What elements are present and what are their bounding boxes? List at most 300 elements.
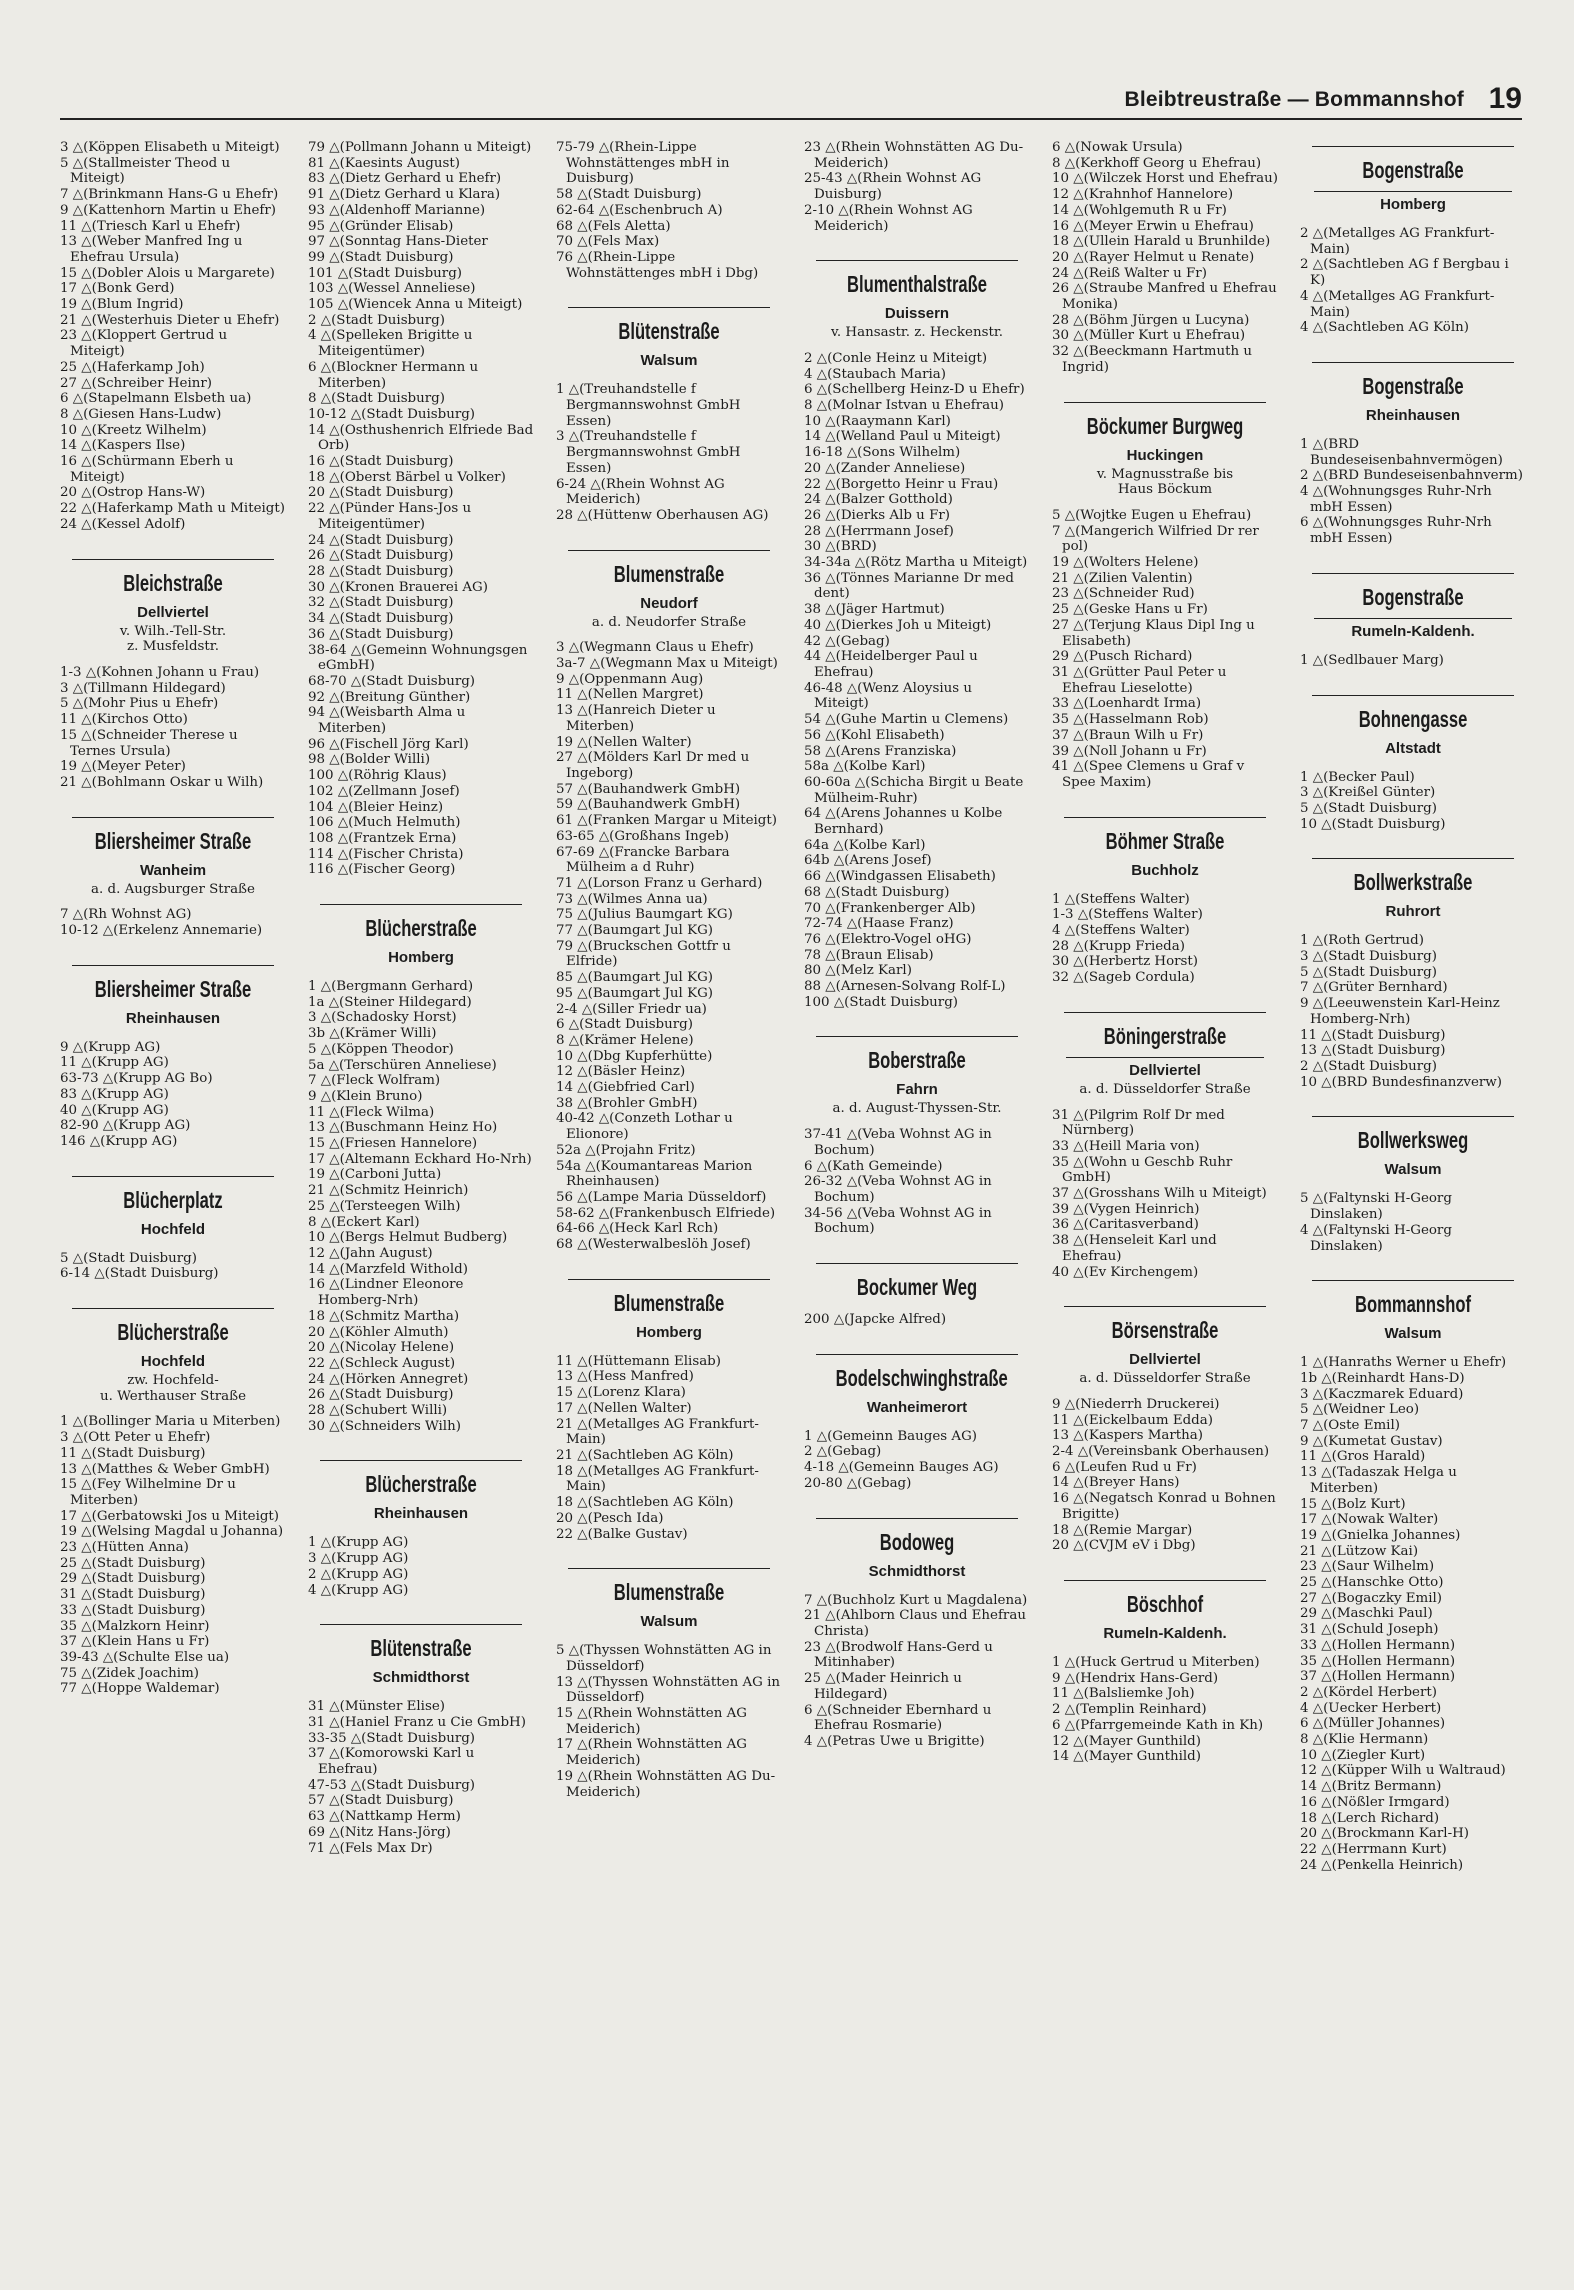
section-rule	[1064, 817, 1266, 818]
address-entry: 58 △(Arens Franziska)	[804, 743, 957, 759]
section-rule	[1312, 573, 1514, 574]
address-entry: 31 △(Pilgrim Rolf Dr med Nürnberg)	[1052, 1107, 1225, 1139]
section-rule	[72, 1176, 274, 1177]
address-entry: 6 △(Kath Gemeinde)	[804, 1158, 943, 1174]
address-entry: 83 △(Krupp AG)	[60, 1086, 169, 1102]
address-entry: 3 △(Treuhandstelle f Bergmannswohnst GmbH Essen)	[556, 429, 741, 476]
address-entry: 9 △(Niederrh Druckerei)	[1052, 1396, 1220, 1412]
section-rule	[72, 965, 274, 966]
address-entry: 32 △(Stadt Duisburg)	[308, 595, 454, 611]
address-entry: 10 △(Bergs Helmut Budberg)	[308, 1230, 508, 1246]
address-entry: 6 △(Wohnungsges Ruhr-Nrh mbH Essen)	[1300, 515, 1492, 547]
address-entry: 10 △(Wilczek Horst und Ehefrau)	[1052, 171, 1278, 187]
district-name: Dellviertel	[1066, 1057, 1264, 1082]
address-entry: 30 △(Kronen Brauerei AG)	[308, 579, 488, 595]
address-entry: 72-74 △(Haase Franz)	[804, 916, 954, 932]
address-entry: 3 △(Tillmann Hildegard)	[60, 680, 226, 696]
address-entry: 57 △(Stadt Duisburg)	[308, 1793, 454, 1809]
address-entry: 5 △(Mohr Pius u Ehefr)	[60, 696, 219, 712]
address-entry: 68 △(Stadt Duisburg)	[804, 884, 950, 900]
street-section	[1052, 1012, 1278, 1280]
address-entry: 6 △(Schneider Ebernhard u Ehefrau Rosmarie)	[804, 1702, 992, 1734]
address-entry: 3 △(Kaczmarek Eduard)	[1300, 1386, 1464, 1402]
address-entry: 33-35 △(Stadt Duisburg)	[308, 1730, 476, 1746]
address-entry: 78 △(Braun Elisab)	[804, 947, 934, 963]
address-entry: 2-4 △(Vereinsbank Oberhausen)	[1052, 1444, 1270, 1460]
address-entry: 16 △(Schürmann Eberh u Miteigt)	[60, 454, 234, 485]
address-entry: 38 △(Henseleit Karl und Ehefrau)	[1052, 1233, 1217, 1264]
address-entry: 18 △(Oberst Bärbel u Volker)	[308, 469, 506, 485]
address-entry: 6-24 △(Rhein Wohnst AG Meiderich)	[556, 476, 725, 508]
address-entry: 1 △(Sedlbauer Marg)	[1300, 652, 1444, 668]
address-entry: 2 △(Krupp AG)	[308, 1566, 409, 1582]
address-entry: 75 △(Julius Baumgart KG)	[556, 907, 733, 923]
district-name: Hochfeld	[140, 1220, 206, 1238]
address-entry: 20 △(Brockmann Karl-H)	[1300, 1826, 1470, 1842]
page-header	[60, 70, 1522, 120]
address-entry: 30 △(BRD)	[804, 539, 877, 555]
address-entry: 34 △(Stadt Duisburg)	[308, 611, 454, 627]
address-entry: 24 △(Reiß Walter u Fr)	[1052, 265, 1207, 281]
address-entry: 17 △(Bonk Gerd)	[60, 281, 175, 297]
address-entry: 3 △(Wegmann Claus u Ehefr)	[556, 640, 754, 656]
address-entry: 6-14 △(Stadt Duisburg)	[60, 1266, 219, 1282]
address-entry: 40 △(Krupp AG)	[60, 1102, 169, 1118]
address-entry: 1 △(Huck Gertrud u Miterben)	[1052, 1655, 1260, 1670]
section-rule	[1312, 1116, 1514, 1117]
address-entry: 10-12 △(Stadt Duisburg)	[308, 406, 476, 422]
street-name: Boberstraße	[868, 1047, 966, 1074]
address-entry: 93 △(Aldenhoff Marianne)	[308, 202, 486, 218]
address-entry: 1 △(Bergmann Gerhard)	[308, 979, 474, 995]
address-entry: 18 △(Sachtleben AG Köln)	[556, 1495, 734, 1511]
street-name: Bodelschwinghstraße	[835, 1364, 1008, 1391]
address-entry: 41 △(Spee Clemens u Graf v Spee Maxim)	[1052, 759, 1245, 790]
street-location-note	[60, 882, 286, 898]
address-entry: 8 △(Giesen Hans-Ludw)	[60, 406, 222, 422]
address-entry: 16-18 △(Sons Wilhelm)	[804, 445, 961, 461]
address-entry: 11 △(Kirchos Otto)	[60, 712, 188, 728]
address-entry: 20 △(CVJM eV i Dbg)	[1052, 1538, 1196, 1554]
address-entry: 22 △(Pünder Hans-Jos u Miteigentümer)	[308, 501, 472, 532]
street-section	[804, 1518, 1030, 1750]
address-entry: 33 △(Hollen Hermann)	[1300, 1637, 1456, 1653]
address-entry: 8 △(Stadt Duisburg)	[308, 391, 445, 407]
address-entry: 11 △(Stadt Duisburg)	[60, 1445, 206, 1461]
street-section	[1300, 362, 1526, 547]
address-entry: 1b △(Reinhardt Hans-D)	[1300, 1370, 1465, 1386]
note-line: Haus Böckum	[1117, 482, 1213, 498]
address-entry: 21 △(Sachtleben AG Köln)	[556, 1448, 734, 1463]
district-name: Ruhrort	[1385, 903, 1441, 921]
district-name: Rumeln-Kaldenh.	[1103, 1625, 1227, 1642]
address-entry: 26 △(Dierks Alb u Fr)	[804, 507, 950, 523]
address-entry: 3 △(Köppen Elisabeth u Miteigt)	[60, 140, 280, 155]
address-entry: 6 △(Stapelmann Elsbeth ua)	[60, 391, 252, 407]
address-entry: 114 △(Fischer Christa)	[308, 846, 464, 862]
street-section	[1300, 1280, 1526, 1873]
district-name: Homberg	[1314, 191, 1512, 216]
street-name: Bollwerksweg	[1357, 1127, 1469, 1154]
address-entry: 9 △(Oppenmann Aug)	[556, 671, 704, 687]
address-entry: 96 △(Fischell Jörg Karl)	[308, 736, 469, 752]
address-entry: 24 △(Kessel Adolf)	[60, 516, 186, 532]
address-entry: 20 △(Zander Anneliese)	[804, 460, 966, 476]
address-entry: 9 △(Krupp AG)	[60, 1039, 161, 1055]
column-4	[804, 140, 1030, 2240]
address-entry: 25 △(Mader Heinrich u Hildegard)	[804, 1671, 962, 1702]
address-entry: 33 △(Stadt Duisburg)	[60, 1602, 206, 1618]
address-entry: 3a-7 △(Wegmann Max u Miteigt)	[556, 656, 778, 672]
address-entry: 1 △(Roth Gertrud)	[1300, 933, 1424, 949]
street-name: Bollwerkstraße	[1353, 869, 1473, 896]
address-entry: 11 △(Nellen Margret)	[556, 687, 704, 703]
street-location-note	[1052, 1082, 1278, 1098]
section-rule	[320, 1624, 522, 1625]
district-name: Walsum	[640, 352, 698, 370]
address-entry: 105 △(Wiencek Anna u Miteigt)	[308, 297, 523, 313]
address-entry: 100 △(Stadt Duisburg)	[804, 994, 958, 1010]
street-section	[804, 1263, 1030, 1328]
address-entry: 22 △(Balke Gustav)	[556, 1526, 688, 1542]
address-entry: 108 △(Frantzek Erna)	[308, 830, 457, 846]
address-entry: 4 △(Spelleken Brigitte u Miteigentümer)	[308, 328, 473, 360]
address-entry: 6 △(Müller Johannes)	[1300, 1716, 1446, 1732]
section-rule	[816, 1518, 1018, 1519]
address-entry: 20 △(Nicolay Helene)	[308, 1340, 455, 1356]
address-entry: 8 △(Klie Hermann)	[1300, 1732, 1429, 1748]
address-entry: 10-12 △(Erkelenz Annemarie)	[60, 923, 263, 939]
address-entry: 12 △(Krahnhof Hannelore)	[1052, 187, 1234, 203]
address-entry: 4 △(Sachtleben AG Köln)	[1300, 320, 1470, 336]
street-name: Blumenstraße	[613, 560, 725, 587]
address-entry: 97 △(Sonntag Hans-Dieter	[308, 234, 488, 250]
address-entry: 57 △(Bauhandwerk GmbH)	[556, 781, 741, 797]
address-entry: 20 △(Ostrop Hans-W)	[60, 485, 206, 501]
district-name: Dellviertel	[1129, 1351, 1201, 1369]
address-entry: 4 △(Wohnungsges Ruhr-Nrh mbH Essen)	[1300, 484, 1492, 515]
street-name: Blumenstraße	[613, 1289, 725, 1316]
address-entry: 101 △(Stadt Duisburg)	[308, 265, 462, 281]
district-name: Duissern	[884, 305, 950, 323]
address-entry: 1 △(Krupp AG)	[308, 1535, 409, 1551]
street-section	[556, 550, 782, 1253]
address-entry: 200 △(Japcke Alfred)	[804, 1312, 947, 1328]
address-entry: 5 △(Köppen Theodor)	[308, 1041, 454, 1057]
address-entry: 10 △(BRD Bundesfinanzverw)	[1300, 1074, 1502, 1090]
address-entry: 14 △(Osthushenrich Elfriede Bad Orb)	[308, 422, 534, 454]
address-entry: 60-60a △(Schicha Birgit u Beate Mülheim-Ruhr)	[804, 774, 1024, 806]
address-entry: 2 △(BRD Bundeseisenbahnverm)	[1300, 468, 1523, 484]
address-entry: 9 △(Kumetat Gustav)	[1300, 1433, 1443, 1449]
address-entry: 16 △(Negatsch Konrad u Bohnen Brigitte)	[1052, 1491, 1276, 1522]
street-section	[60, 1176, 286, 1282]
section-rule	[1312, 146, 1514, 147]
address-entry: 24 △(Penkella Heinrich)	[1300, 1857, 1464, 1873]
address-entry: 73 △(Wilmes Anna ua)	[556, 891, 708, 907]
address-entry: 63-73 △(Krupp AG Bo)	[60, 1071, 213, 1087]
street-location-note	[1052, 1371, 1278, 1387]
address-entry: 13 △(Tadaszak Helga u Miterben)	[1300, 1465, 1457, 1496]
address-entry: 26-32 △(Veba Wohnst AG in Bochum)	[804, 1174, 992, 1205]
address-entry: 6 △(Stadt Duisburg)	[556, 1017, 693, 1033]
address-entry: 19 △(Welsing Magdal u Johanna)	[60, 1524, 284, 1540]
street-name: Blücherstraße	[365, 915, 477, 942]
address-entry: 37 △(Braun Wilh u Fr)	[1052, 727, 1204, 743]
address-entry: 75 △(Zidek Joachim)	[60, 1665, 200, 1681]
address-entry: 15 △(Rhein Wohnstätten AG Meiderich)	[556, 1706, 747, 1737]
address-entry: 99 △(Stadt Duisburg)	[308, 249, 454, 265]
address-entry: 19 △(Nellen Walter)	[556, 734, 692, 750]
address-entry: 79 △(Pollmann Johann u Miteigt)	[308, 140, 532, 155]
address-entry: 29 △(Pusch Richard)	[1052, 649, 1193, 665]
address-entry: 1-3 △(Steffens Walter)	[1052, 907, 1203, 923]
section-rule	[568, 307, 770, 308]
address-entry: 6 △(Pfarrgemeinde Kath in Kh)	[1052, 1717, 1264, 1733]
address-entry: 19 △(Gnielka Johannes)	[1300, 1527, 1461, 1543]
continued-entries	[60, 140, 286, 533]
address-entry: 37 △(Hollen Hermann)	[1300, 1669, 1456, 1685]
section-rule	[72, 817, 274, 818]
address-entry: 2 △(Templin Reinhard)	[1052, 1702, 1207, 1718]
street-location-note	[804, 1101, 1030, 1117]
address-entry: 88 △(Arnesen-Solvang Rolf-L)	[804, 979, 1006, 995]
address-entry: 32 △(Sageb Cordula)	[1052, 970, 1195, 986]
address-entry: 17 △(Rhein Wohnstätten AG Meiderich)	[556, 1737, 747, 1769]
address-entry: 62-64 △(Eschenbruch A)	[556, 202, 723, 218]
address-entry: 13 △(Stadt Duisburg)	[1300, 1043, 1446, 1059]
address-entry: 10 △(Ziegler Kurt)	[1300, 1747, 1426, 1763]
street-name: Bogenstraße	[1362, 583, 1464, 610]
address-entry: 20-80 △(Gebag)	[804, 1475, 912, 1491]
address-entry: 7 △(Rh Wohnst AG)	[60, 907, 192, 923]
address-entry: 23 △(Saur Wilhelm)	[1300, 1559, 1435, 1575]
address-entry: 20 △(Pesch Ida)	[556, 1510, 664, 1526]
address-entry: 1 △(Bollinger Maria u Miterben)	[60, 1414, 281, 1430]
street-name: Bleichstraße	[123, 569, 223, 596]
address-entry: 100 △(Röhrig Klaus)	[308, 768, 447, 784]
street-section	[1052, 1580, 1278, 1765]
street-section	[1052, 817, 1278, 986]
address-entry: 58a △(Kolbe Karl)	[804, 759, 926, 775]
street-name: Bogenstraße	[1362, 157, 1464, 183]
street-section	[308, 1624, 534, 1856]
address-entry: 23 △(Brodwolf Hans-Gerd u Mitinhaber)	[804, 1639, 993, 1671]
address-entry: 25 △(Hanschke Otto)	[1300, 1575, 1444, 1591]
address-entry: 1 △(Becker Paul)	[1300, 769, 1415, 785]
address-entry: 19 △(Wolters Helene)	[1052, 555, 1199, 571]
street-name: Böningerstraße	[1103, 1022, 1227, 1049]
district-name: Fahrn	[896, 1081, 938, 1099]
address-entry: 69 △(Nitz Hans-Jörg)	[308, 1824, 451, 1840]
address-entry: 59 △(Bauhandwerk GmbH)	[556, 797, 741, 813]
address-entry: 23 △(Kloppert Gertrud u Miteigt)	[60, 328, 228, 360]
address-entry: 71 △(Fels Max Dr)	[308, 1840, 433, 1856]
address-entry: 25 △(Tersteegen Wilh)	[308, 1198, 461, 1214]
address-entry: 40 △(Ev Kirchengem)	[1052, 1264, 1199, 1280]
address-entry: 13 △(Buschmann Heinz Ho)	[308, 1120, 498, 1136]
address-entry: 14 △(Kaspers Ilse)	[60, 438, 186, 454]
note-line: u. Werthauser Straße	[99, 1388, 246, 1404]
district-name: Schmidthorst	[868, 1562, 966, 1580]
continued-entries	[804, 140, 1030, 234]
address-entry: 4 △(Metallges AG Frankfurt-Main)	[1300, 288, 1495, 320]
address-entry: 77 △(Baumgart Jul KG)	[556, 923, 714, 939]
street-name: Blücherstraße	[117, 1319, 229, 1346]
address-entry: 37-41 △(Veba Wohnst AG in Bochum)	[804, 1127, 992, 1158]
address-entry: 33 △(Loenhardt Irma)	[1052, 696, 1202, 712]
address-entry: 11 △(Balsliemke Joh)	[1052, 1686, 1195, 1702]
street-section	[60, 1308, 286, 1697]
address-entry: 31 △(Stadt Duisburg)	[60, 1587, 206, 1603]
street-name: Blücherstraße	[365, 1471, 477, 1498]
address-entry: 23 △(Schneider Rud)	[1052, 586, 1195, 602]
address-entry: 2-4 △(Siller Friedr ua)	[556, 1001, 707, 1017]
section-rule	[320, 1460, 522, 1461]
address-entry: 4 △(Petras Uwe u Brigitte)	[804, 1733, 985, 1749]
street-name: Bommannshof	[1355, 1291, 1471, 1318]
address-entry: 12 △(Küpper Wilh u Waltraud)	[1300, 1763, 1506, 1779]
address-entry: 22 △(Haferkamp Math u Miteigt)	[60, 501, 285, 517]
address-entry: 95 △(Gründer Elisab)	[308, 218, 454, 234]
street-section	[60, 817, 286, 939]
address-entry: 23 △(Hütten Anna)	[60, 1540, 189, 1556]
address-entry: 24 △(Hörken Annegret)	[308, 1371, 469, 1387]
address-entry: 14 △(Marzfeld Withold)	[308, 1261, 468, 1277]
section-rule	[1064, 1306, 1266, 1307]
address-entry: 15 △(Lorenz Klara)	[556, 1385, 686, 1401]
address-entry: 21 △(Ahlborn Claus und Ehefrau Christa)	[804, 1608, 1026, 1639]
address-entry: 94 △(Weisbarth Alma u Miterben)	[308, 705, 466, 737]
address-entry: 79 △(Bruckschen Gottfr u Elfride)	[556, 938, 731, 970]
street-section	[556, 1568, 782, 1800]
column-6	[1300, 140, 1526, 2240]
address-entry: 16 △(Lindner Eleonore Homberg-Nrh)	[308, 1277, 464, 1309]
street-name: Böckumer Burgweg	[1086, 412, 1244, 439]
address-entry: 13 △(Kaspers Martha)	[1052, 1428, 1204, 1444]
note-line: zw. Hochfeld-	[127, 1373, 219, 1389]
address-entry: 8 △(Eckert Karl)	[308, 1214, 420, 1230]
section-rule	[568, 550, 770, 551]
address-entry: 10 △(Stadt Duisburg)	[1300, 816, 1446, 832]
district-name: Neudorf	[640, 594, 698, 612]
district-name: Hochfeld	[140, 1353, 206, 1371]
street-name: Blumenstraße	[613, 1579, 725, 1606]
street-section	[1052, 1306, 1278, 1554]
address-entry: 28 △(Hüttenw Oberhausen AG)	[556, 507, 769, 523]
address-entry: 13 △(Hess Manfred)	[556, 1369, 694, 1385]
address-entry: 52a △(Projahn Fritz)	[556, 1142, 696, 1158]
section-rule	[568, 1568, 770, 1569]
page-number: 19	[1488, 82, 1522, 115]
address-entry: 10 △(Raaymann Karl)	[804, 413, 951, 429]
street-name: Bodoweg	[879, 1528, 955, 1555]
address-entry: 42 △(Gebag)	[804, 633, 890, 649]
address-entry: 13 △(Hanreich Dieter u Miterben)	[556, 703, 716, 734]
address-entry: 4 △(Steffens Walter)	[1052, 923, 1190, 939]
address-entry: 37 △(Komorowski Karl u Ehefrau)	[308, 1746, 475, 1778]
district-name: Homberg	[388, 949, 454, 967]
address-entry: 40-42 △(Conzeth Lothar u Elionore)	[556, 1111, 733, 1143]
address-entry: 11 △(Eickelbaum Edda)	[1052, 1412, 1213, 1428]
address-entry: 1a △(Steiner Hildegard)	[308, 994, 472, 1010]
address-entry: 39 △(Vygen Heinrich)	[1052, 1201, 1200, 1217]
address-entry: 5 △(Thyssen Wohnstätten AG in Düsseldorf)	[556, 1643, 772, 1674]
column-1	[60, 140, 286, 2240]
address-entry: 37 △(Klein Hans u Fr)	[60, 1634, 210, 1650]
address-entry: 33 △(Heill Maria von)	[1052, 1138, 1200, 1154]
address-entry: 21 △(Metallges AG Frankfurt-Main)	[556, 1416, 759, 1448]
address-entry: 3 △(Schadosky Horst)	[308, 1010, 457, 1026]
street-section	[308, 1460, 534, 1598]
address-entry: 11 △(Stadt Duisburg)	[1300, 1027, 1446, 1043]
street-name: Bockumer Weg	[856, 1274, 978, 1301]
district-name: Rumeln-Kaldenh.	[1314, 618, 1512, 643]
address-entry: 7 △(Mangerich Wilfried Dr rer pol)	[1052, 523, 1259, 555]
address-entry: 35 △(Hasselmann Rob)	[1052, 712, 1209, 728]
section-rule	[1312, 362, 1514, 363]
address-entry: 29 △(Stadt Duisburg)	[60, 1571, 206, 1587]
address-entry: 56 △(Lampe Maria Düsseldorf)	[556, 1189, 767, 1205]
address-entry: 8 △(Kerkhoff Georg u Ehefrau)	[1052, 155, 1262, 171]
address-entry: 47-53 △(Stadt Duisburg)	[308, 1777, 476, 1793]
address-entry: 1 △(Gemeinn Bauges AG)	[804, 1428, 977, 1444]
address-entry: 83 △(Dietz Gerhard u Ehefr)	[308, 171, 502, 187]
address-entry: 66 △(Windgassen Elisabeth)	[804, 869, 996, 885]
address-entry: 64 △(Arens Johannes u Kolbe Bernhard)	[804, 806, 1003, 838]
address-entry: 26 △(Stadt Duisburg)	[308, 1387, 454, 1403]
address-entry: 39-43 △(Schulte Else ua)	[60, 1650, 230, 1665]
address-entry: 35 △(Hollen Hermann)	[1300, 1653, 1456, 1669]
address-entry: 2 △(Sachtleben AG f Bergbau i K)	[1300, 257, 1509, 289]
street-name: Blumenthalstraße	[847, 271, 987, 298]
section-rule	[816, 1354, 1018, 1355]
address-entry: 38 △(Jäger Hartmut)	[804, 602, 945, 618]
address-entry: 76 △(Elektro-Vogel oHG)	[804, 931, 972, 947]
street-location-note	[804, 325, 1030, 341]
street-section	[804, 1036, 1030, 1237]
note-line: v. Magnusstraße bis	[1096, 466, 1234, 482]
address-entry: 15 △(Friesen Hannelore)	[308, 1136, 478, 1152]
address-entry: 1-3 △(Kohnen Johann u Frau)	[60, 664, 260, 680]
address-entry: 35 △(Malzkorn Heinr)	[60, 1618, 210, 1634]
address-entry: 5 △(Stadt Duisburg)	[60, 1250, 197, 1266]
address-entry: 21 △(Westerhuis Dieter u Ehefr)	[60, 312, 280, 328]
street-section	[1300, 858, 1526, 1090]
section-rule	[568, 1279, 770, 1280]
address-entry: 24 △(Balzer Gotthold)	[804, 492, 953, 508]
address-entry: 54 △(Guhe Martin u Clemens)	[804, 712, 1009, 728]
address-entry: 5 △(Stallmeister Theod u Miteigt)	[60, 155, 231, 187]
street-section	[1052, 402, 1278, 791]
address-entry: 13 △(Weber Manfred Ing u Ehefrau Ursula)	[60, 234, 243, 265]
column-5	[1052, 140, 1278, 2240]
address-entry: 28 △(Böhm Jürgen u Lucyna)	[1052, 312, 1250, 328]
section-rule	[1064, 1580, 1266, 1581]
address-entry: 5 △(Stadt Duisburg)	[1300, 964, 1437, 980]
address-entry: 7 △(Buchholz Kurt u Magdalena)	[804, 1592, 1028, 1608]
column-3	[556, 140, 782, 2240]
street-name: Börsenstraße	[1111, 1317, 1219, 1344]
address-entry: 2 △(Conle Heinz u Miteigt)	[804, 350, 988, 366]
address-entry: 26 △(Straube Manfred u Ehefrau Monika)	[1052, 281, 1277, 313]
address-entry: 7 △(Grüter Bernhard)	[1300, 980, 1448, 996]
address-entry: 92 △(Breitung Günther)	[308, 689, 471, 705]
address-entry: 32 △(Beeckmann Hartmuth u Ingrid)	[1052, 344, 1252, 375]
address-entry: 19 △(Blum Ingrid)	[60, 297, 184, 313]
note-line: a. d. Düsseldorfer Straße	[1079, 1081, 1251, 1097]
street-name: Böschhof	[1126, 1591, 1204, 1617]
